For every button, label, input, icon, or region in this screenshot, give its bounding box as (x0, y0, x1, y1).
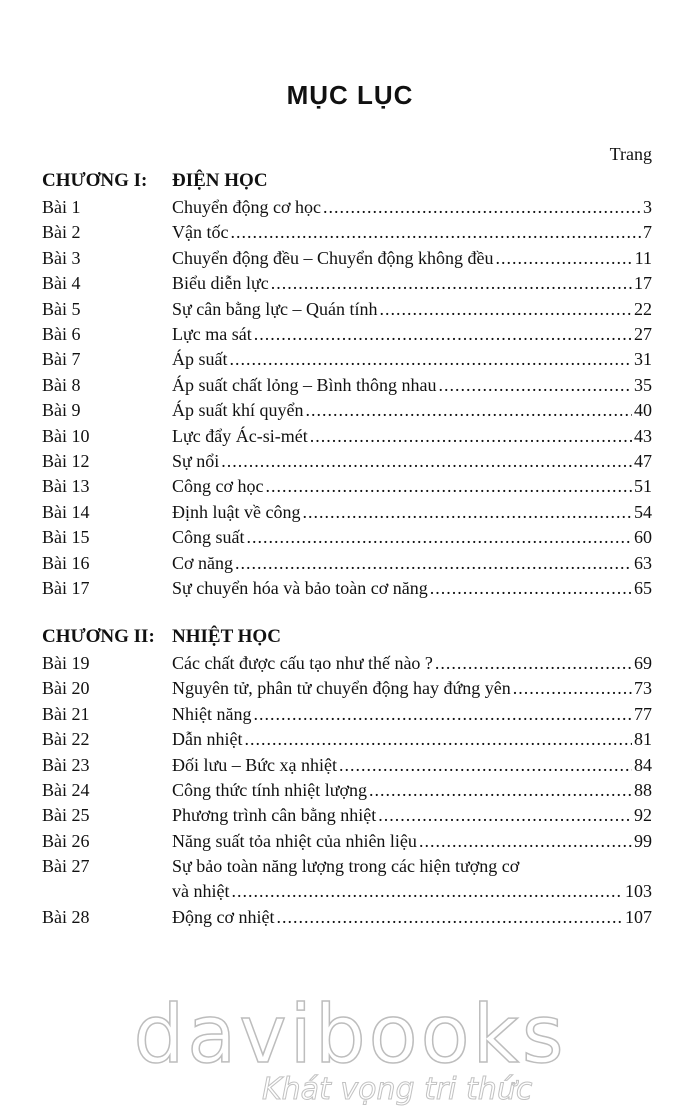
lesson-title-line (172, 803, 652, 828)
page-number: 43 (634, 425, 652, 446)
dot-leader (369, 778, 632, 803)
lesson-number: Bài 22 (42, 729, 90, 750)
dot-leader (339, 753, 632, 778)
lesson-title-line (172, 702, 652, 727)
lesson-title-line (172, 297, 652, 322)
page-column-header: Trang (609, 144, 652, 164)
page-number: 88 (634, 780, 652, 800)
toc-entry[interactable] (42, 246, 652, 271)
chapter-heading (42, 168, 652, 194)
lesson-title-line (172, 220, 652, 245)
page-number: 47 (634, 451, 652, 471)
toc-entry[interactable] (42, 651, 652, 676)
toc-entry[interactable] (42, 829, 652, 854)
lesson-title: Phương trình cân bằng nhiệt (172, 805, 377, 826)
lesson-title-line (172, 474, 652, 499)
lesson-title: Đối lưu – Bức xạ nhiệt (172, 754, 337, 775)
page-number: 27 (634, 324, 652, 344)
lesson-title: Nhiệt năng (172, 703, 252, 724)
lesson-number: Bài 13 (42, 476, 90, 497)
toc-entry[interactable] (42, 297, 652, 322)
watermark-brand: davibooks (133, 988, 567, 1081)
lesson-title-line (172, 500, 652, 525)
lesson-number: Bài 3 (42, 247, 81, 268)
page-number: 3 (643, 197, 652, 217)
lesson-number: Bài 10 (42, 425, 90, 446)
lesson-title: Công cơ học (172, 476, 264, 497)
page-number: 81 (634, 729, 652, 750)
lesson-title: Vận tốc (172, 222, 229, 243)
toc-entry[interactable] (42, 576, 652, 601)
lesson-title-line (172, 195, 652, 220)
chapter-heading (42, 624, 652, 650)
lesson-title-line (172, 347, 652, 372)
page-number: 35 (634, 374, 652, 395)
lesson-title: Chuyển động đều – Chuyển động không đều (172, 247, 494, 268)
toc-entry[interactable] (42, 753, 652, 778)
lesson-number: Bài 4 (42, 273, 81, 294)
lesson-title: Biểu diễn lực (172, 273, 269, 294)
lesson-title-line (172, 753, 652, 778)
lesson-title-line (172, 905, 652, 930)
lesson-title-line (172, 373, 652, 398)
toc-entry[interactable] (42, 854, 652, 905)
toc-entry[interactable] (42, 424, 652, 449)
lesson-title: Sự cân bằng lực – Quán tính (172, 298, 378, 319)
lesson-title-line (172, 322, 652, 347)
toc-entry[interactable] (42, 905, 652, 930)
chapter-name: ĐIỆN HỌC (172, 170, 268, 191)
page-number: 31 (634, 349, 652, 370)
dot-leader (277, 905, 624, 930)
page-number: 22 (634, 298, 652, 319)
toc-entry[interactable] (42, 803, 652, 828)
dot-leader (310, 424, 632, 449)
dot-leader (435, 651, 632, 676)
lesson-number: Bài 26 (42, 830, 90, 851)
lesson-title-line (172, 778, 652, 803)
dot-leader (235, 551, 632, 576)
lesson-title-line (172, 727, 652, 752)
toc-entry[interactable] (42, 398, 652, 423)
page-number: 40 (634, 400, 652, 421)
lesson-title: Áp suất (172, 349, 228, 370)
dot-leader (378, 803, 632, 828)
dot-leader (271, 271, 632, 296)
toc-entry[interactable] (42, 551, 652, 576)
toc-entry[interactable] (42, 500, 652, 525)
dot-leader (302, 500, 632, 525)
watermark-slogan: Khát vọng tri thức (262, 1072, 533, 1107)
toc-entry[interactable] (42, 676, 652, 701)
dot-leader (266, 474, 632, 499)
toc-entry[interactable] (42, 474, 652, 499)
toc-entry[interactable] (42, 727, 652, 752)
lesson-number: Bài 15 (42, 527, 90, 548)
dot-leader (430, 576, 632, 601)
dot-leader (221, 449, 632, 474)
lesson-number: Bài 25 (42, 805, 90, 826)
dot-leader (438, 373, 632, 398)
dot-leader (253, 702, 632, 727)
lesson-title: Công thức tính nhiệt lượng (172, 780, 368, 800)
page-number: 107 (625, 907, 652, 927)
lesson-number: Bài 6 (42, 324, 81, 344)
lesson-number: Bài 19 (42, 653, 90, 673)
dot-leader (247, 525, 632, 550)
page-number: 65 (634, 578, 652, 598)
page-number: 63 (634, 552, 652, 573)
lesson-title-line (172, 879, 652, 904)
lesson-number: Bài 1 (42, 197, 81, 217)
page-number: 73 (634, 678, 652, 699)
lesson-title: Sự chuyển hóa và bảo toàn cơ năng (172, 578, 428, 598)
chapter-number: CHƯƠNG I: (42, 170, 148, 191)
dot-leader (419, 829, 632, 854)
lesson-number: Bài 2 (42, 222, 81, 243)
lesson-title-line (172, 576, 652, 601)
lesson-title-line (172, 676, 652, 701)
lesson-number: Bài 28 (42, 907, 90, 927)
dot-leader (244, 727, 632, 752)
page-number: 84 (634, 754, 652, 775)
toc-entry[interactable] (42, 449, 652, 474)
chapter-number: CHƯƠNG II: (42, 626, 155, 647)
page-number: 17 (634, 273, 652, 294)
toc-entry[interactable] (42, 525, 652, 550)
toc-entry[interactable] (42, 220, 652, 245)
lesson-number: Bài 17 (42, 578, 90, 598)
lesson-title: Áp suất khí quyển (172, 400, 304, 421)
toc-entry[interactable] (42, 778, 652, 803)
lesson-title: Chuyển động cơ học (172, 197, 321, 217)
page-number: 103 (625, 881, 652, 902)
dot-leader (231, 879, 623, 904)
toc-entry[interactable] (42, 271, 652, 296)
lesson-number: Bài 27 (42, 856, 90, 877)
lesson-title: Lực đẩy Ác-si-mét (172, 425, 308, 446)
lesson-title-line (172, 525, 652, 550)
lesson-title-line (172, 398, 652, 423)
lesson-title: Sự bảo toàn năng lượng trong các hiện tượng cơ (172, 856, 520, 877)
lesson-number: Bài 5 (42, 298, 81, 319)
lesson-title: Động cơ nhiệt (172, 907, 275, 927)
toc-entry[interactable] (42, 702, 652, 727)
lesson-title: Định luật về công (172, 501, 301, 522)
lesson-title: Năng suất tỏa nhiệt của nhiên liệu (172, 830, 417, 851)
lesson-title-line (172, 551, 652, 576)
lesson-number: Bài 20 (42, 678, 90, 699)
page-number: 60 (634, 527, 652, 548)
dot-leader (379, 297, 632, 322)
lesson-title: Cơ năng (172, 552, 234, 573)
lesson-title: Áp suất chất lỏng – Bình thông nhau (172, 374, 437, 395)
dot-leader (513, 676, 632, 701)
dot-leader (323, 195, 641, 220)
lesson-number: Bài 24 (42, 780, 90, 800)
page-number: 54 (634, 501, 652, 522)
lesson-number: Bài 16 (42, 552, 90, 573)
lesson-title-line (172, 449, 652, 474)
dot-leader (305, 398, 632, 423)
page-number: 99 (634, 830, 652, 851)
lesson-title-line (172, 651, 652, 676)
dot-leader (495, 246, 632, 271)
dot-leader (230, 347, 633, 372)
lesson-title: Nguyên tử, phân tử chuyển động hay đứng yên (172, 678, 511, 699)
lesson-title-line (172, 424, 652, 449)
lesson-title-line (172, 246, 652, 271)
page-number: 11 (634, 247, 652, 268)
toc-entry[interactable] (42, 195, 652, 220)
toc-entry[interactable] (42, 322, 652, 347)
toc-entry[interactable] (42, 347, 652, 372)
lesson-title: Sự nổi (172, 451, 220, 471)
lesson-title: Các chất được cấu tạo như thế nào ? (172, 653, 433, 673)
lesson-number: Bài 23 (42, 754, 90, 775)
page-number: 77 (634, 703, 652, 724)
page-title: MỤC LỤC (286, 80, 414, 110)
lesson-number: Bài 7 (42, 349, 81, 370)
lesson-title: Lực ma sát (172, 324, 252, 344)
lesson-title-line (172, 271, 652, 296)
lesson-number: Bài 9 (42, 400, 81, 421)
lesson-number: Bài 12 (42, 451, 90, 471)
lesson-title-continued: và nhiệt (172, 881, 230, 902)
lesson-number: Bài 8 (42, 374, 81, 395)
lesson-number: Bài 21 (42, 703, 90, 724)
page-number: 92 (634, 805, 652, 826)
lesson-title: Công suất (172, 527, 245, 548)
lesson-number: Bài 14 (42, 501, 90, 522)
chapter-name: NHIỆT HỌC (172, 626, 281, 647)
lesson-title-line (172, 829, 652, 854)
page-number: 7 (643, 222, 652, 243)
toc-entry[interactable] (42, 373, 652, 398)
page-number: 51 (634, 476, 652, 497)
dot-leader (230, 220, 641, 245)
dot-leader (254, 322, 632, 347)
page-number: 69 (634, 653, 652, 673)
lesson-title: Dẫn nhiệt (172, 729, 243, 750)
